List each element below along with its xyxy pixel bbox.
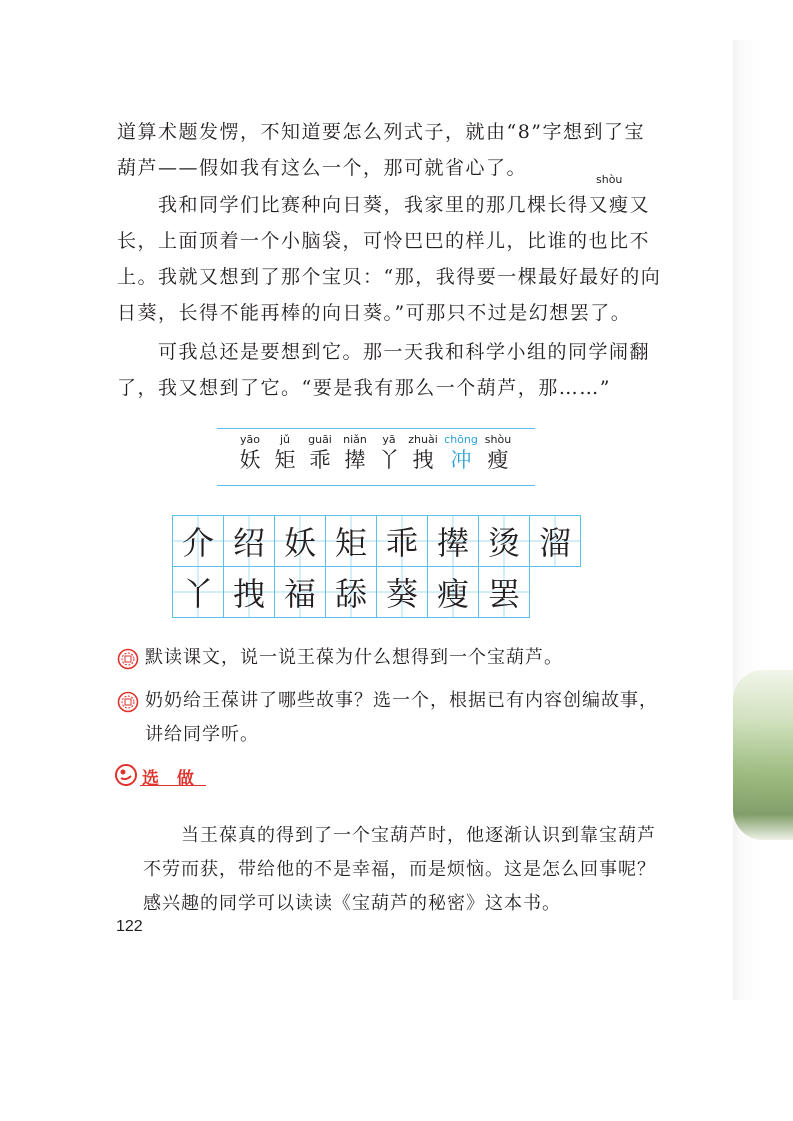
hanzi: 矩 [274, 448, 296, 472]
pinyin-word [337, 433, 373, 474]
paragraph-3 [117, 334, 651, 406]
hanzi: 丫 [378, 448, 400, 472]
grid-char: 矩 [325, 515, 377, 567]
grid-char: 罢 [478, 566, 530, 618]
hanzi: 妖 [239, 448, 261, 472]
page-edge-shadow [733, 40, 793, 1000]
pinyin-word [371, 433, 407, 474]
grid-char: 福 [274, 566, 326, 618]
grid-char: 溜 [529, 515, 581, 567]
grid-char: 妖 [274, 515, 326, 567]
grid-char: 绍 [223, 515, 275, 567]
grid-char: 乖 [376, 515, 428, 567]
pinyin-word [302, 433, 338, 474]
question-1 [117, 641, 563, 675]
underline [140, 785, 206, 786]
paragraph-2 [117, 187, 662, 331]
optional-icon [114, 763, 138, 787]
optional-label: 选 做 [142, 769, 200, 789]
grid-char: 烫 [478, 515, 530, 567]
pinyin: guāi [308, 433, 332, 446]
question-text: 奶奶给王葆讲了哪些故事？选一个，根据已有内容创编故事， [145, 690, 658, 711]
grid-char: 丫 [172, 566, 224, 618]
text-line: 当王葆真的得到了一个宝葫芦时，他逐渐认识到靠宝葫芦 [143, 825, 656, 845]
optional-paragraph [143, 818, 656, 920]
question-text: 默读课文，说一说王葆为什么想得到一个宝葫芦。 [145, 647, 563, 668]
hanzi: 拽 [412, 448, 434, 472]
pinyin-word [267, 433, 303, 474]
text-line: 日葵，长得不能再棒的向日葵。”可那只不过是幻想罢了。 [117, 302, 632, 324]
pinyin-annotation: shòu [596, 173, 623, 186]
grid-char: 介 [172, 515, 224, 567]
pinyin: shòu [484, 433, 512, 446]
text-line: 我和同学们比赛种向日葵，我家里的那几棵长得又瘦又 [117, 194, 651, 216]
pinyin-word-highlight [443, 433, 479, 474]
seal-icon [117, 648, 139, 670]
pinyin: yā [382, 433, 396, 446]
pinyin-word [232, 433, 268, 474]
text-line: 不劳而获，带给他的不是幸福，而是烦恼。这是怎么回事呢？ [143, 859, 656, 879]
hanzi: 冲 [450, 448, 472, 472]
grid-char: 葵 [376, 566, 428, 618]
hanzi: 撵 [344, 448, 366, 472]
pinyin: chōng [444, 433, 478, 446]
text-line: 道算术题发愣，不知道要怎么列式子，就由“8”字想到了宝 [117, 121, 646, 143]
pinyin: jǔ [279, 433, 291, 446]
pinyin: zhuài [408, 433, 438, 446]
text-line: 长，上面顶着一个小脑袋，可怜巴巴的样儿，比谁的也比不 [117, 230, 651, 252]
question-text-continued: 讲给同学听。 [145, 724, 259, 745]
seal-icon [117, 691, 139, 713]
page-number: 122 [116, 918, 143, 935]
grid-char: 舔 [325, 566, 377, 618]
text-line: 葫芦——假如我有这么一个，那可就省心了。 [117, 157, 528, 179]
hanzi: 乖 [309, 448, 331, 472]
pinyin-word [480, 433, 516, 474]
text-line: 上。我就又想到了那个宝贝：“那，我得要一棵最好最好的向 [117, 266, 662, 288]
grid-char: 瘦 [427, 566, 479, 618]
text-line: 感兴趣的同学可以读读《宝葫芦的秘密》这本书。 [143, 893, 561, 913]
grid-char: 撵 [427, 515, 479, 567]
pinyin: niǎn [343, 433, 367, 446]
text-line: 可我总还是要想到它。那一天我和科学小组的同学闹翻 [117, 341, 651, 363]
pinyin-word [405, 433, 441, 474]
paragraph-1 [117, 114, 646, 186]
text-line: 了，我又想到了它。“要是我有那么一个葫芦，那……” [117, 377, 611, 399]
hanzi: 瘦 [487, 448, 509, 472]
question-2 [117, 684, 658, 752]
pinyin-word-box [217, 428, 535, 486]
edge-illustration [733, 670, 793, 840]
pinyin: yāo [240, 433, 260, 446]
grid-char: 拽 [223, 566, 275, 618]
